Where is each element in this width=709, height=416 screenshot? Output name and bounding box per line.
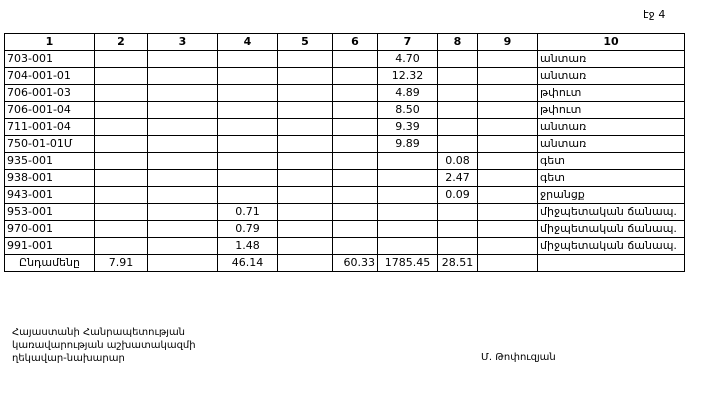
table-cell	[218, 102, 278, 119]
table-cell	[478, 119, 538, 136]
column-header: 6	[333, 34, 378, 51]
table-row	[5, 85, 685, 102]
land-type-cell: միջպետական ճանապ.	[538, 221, 685, 238]
table-cell	[438, 136, 478, 153]
table-cell: 4.89	[378, 85, 438, 102]
table-cell	[333, 51, 378, 68]
table-cell	[478, 187, 538, 204]
table-row	[5, 187, 685, 204]
column-header: 1	[5, 34, 95, 51]
totals-cell: 1785.45	[378, 255, 438, 272]
table-cell	[218, 187, 278, 204]
table-cell	[95, 119, 148, 136]
totals-cell	[148, 255, 218, 272]
table-cell	[378, 204, 438, 221]
table-cell	[478, 68, 538, 85]
parcel-code-cell: 991-001	[5, 238, 95, 255]
table-cell: 0.71	[218, 204, 278, 221]
table-row	[5, 119, 685, 136]
table-cell	[95, 187, 148, 204]
table-cell	[333, 85, 378, 102]
table-cell	[278, 102, 333, 119]
land-type-cell: գետ	[538, 153, 685, 170]
table-cell	[218, 170, 278, 187]
column-header: 7	[378, 34, 438, 51]
table-cell	[95, 85, 148, 102]
totals-cell	[538, 255, 685, 272]
table-cell	[438, 51, 478, 68]
table-cell: 9.39	[378, 119, 438, 136]
parcel-code-cell: 706-001-03	[5, 85, 95, 102]
table-cell	[148, 136, 218, 153]
totals-cell: 7.91	[95, 255, 148, 272]
signatory-name: Մ. Թոփուզյան	[481, 352, 556, 363]
table-cell	[95, 153, 148, 170]
table-cell	[95, 51, 148, 68]
table-cell	[148, 204, 218, 221]
table-cell	[148, 119, 218, 136]
table-cell: 0.79	[218, 221, 278, 238]
table-cell	[378, 187, 438, 204]
table-cell	[278, 153, 333, 170]
table-cell: 0.08	[438, 153, 478, 170]
table-cell	[478, 85, 538, 102]
table-cell	[438, 102, 478, 119]
table-cell: 4.70	[378, 51, 438, 68]
table-cell	[278, 204, 333, 221]
table-cell	[278, 221, 333, 238]
land-type-cell: անտառ	[538, 136, 685, 153]
totals-cell: 60.33	[333, 255, 378, 272]
table-cell	[378, 153, 438, 170]
table-cell	[148, 51, 218, 68]
table-cell	[95, 221, 148, 238]
table-cell: 1.48	[218, 238, 278, 255]
table-row	[5, 153, 685, 170]
land-type-cell: միջպետական ճանապ.	[538, 204, 685, 221]
table-cell	[438, 68, 478, 85]
table-row	[5, 221, 685, 238]
table-cell	[438, 238, 478, 255]
table-cell	[438, 119, 478, 136]
parcel-code-cell: 970-001	[5, 221, 95, 238]
parcel-code-cell: 703-001	[5, 51, 95, 68]
table-cell	[95, 136, 148, 153]
land-type-cell: անտառ	[538, 68, 685, 85]
totals-cell	[278, 255, 333, 272]
table-cell	[95, 204, 148, 221]
land-type-cell: անտառ	[538, 119, 685, 136]
column-header: 10	[538, 34, 685, 51]
column-header: 8	[438, 34, 478, 51]
table-row	[5, 68, 685, 85]
table-cell	[218, 85, 278, 102]
table-row	[5, 170, 685, 187]
column-header: 9	[478, 34, 538, 51]
parcel-code-cell: 935-001	[5, 153, 95, 170]
table-cell	[148, 102, 218, 119]
signatory-title-line: կառավարության աշխատակազմի	[12, 340, 196, 351]
table-cell	[333, 238, 378, 255]
totals-row	[5, 255, 685, 272]
parcel-code-cell: 706-001-04	[5, 102, 95, 119]
table-cell	[333, 102, 378, 119]
table-cell	[478, 51, 538, 68]
table-cell	[333, 68, 378, 85]
table-cell	[218, 153, 278, 170]
table-cell	[333, 170, 378, 187]
table-cell	[278, 187, 333, 204]
table-row	[5, 204, 685, 221]
table-cell: 9.89	[378, 136, 438, 153]
table-cell	[478, 204, 538, 221]
parcel-code-cell: 750-01-01Մ	[5, 136, 95, 153]
land-parcel-table	[4, 33, 685, 272]
table-cell	[478, 238, 538, 255]
table-cell	[278, 68, 333, 85]
table-cell	[438, 221, 478, 238]
table-cell	[333, 119, 378, 136]
parcel-code-cell: 953-001	[5, 204, 95, 221]
land-type-cell: միջպետական ճանապ.	[538, 238, 685, 255]
column-header: 3	[148, 34, 218, 51]
table-cell: 0.09	[438, 187, 478, 204]
table-cell	[95, 170, 148, 187]
table-cell	[95, 238, 148, 255]
table-cell	[333, 136, 378, 153]
table-cell	[218, 136, 278, 153]
signatory-title	[12, 326, 196, 365]
land-type-cell: գետ	[538, 170, 685, 187]
table-cell	[148, 187, 218, 204]
table-cell	[278, 51, 333, 68]
table-cell	[478, 153, 538, 170]
parcel-code-cell: 704-001-01	[5, 68, 95, 85]
column-header: 5	[278, 34, 333, 51]
table-cell	[378, 238, 438, 255]
column-header: 4	[218, 34, 278, 51]
totals-cell: 46.14	[218, 255, 278, 272]
table-body	[5, 51, 685, 255]
table-cell	[478, 221, 538, 238]
table-cell	[378, 221, 438, 238]
land-type-cell: անտառ	[538, 51, 685, 68]
table-cell	[438, 85, 478, 102]
land-type-cell: ջրանցք	[538, 187, 685, 204]
table-cell	[278, 170, 333, 187]
table-cell	[333, 187, 378, 204]
signatory-title-line: ղեկավար-նախարար	[12, 353, 125, 364]
parcel-code-cell: 938-001	[5, 170, 95, 187]
totals-label: Ընդամենը	[5, 255, 95, 272]
table-row	[5, 136, 685, 153]
land-type-cell: թփուտ	[538, 85, 685, 102]
table-cell	[95, 102, 148, 119]
table-cell: 2.47	[438, 170, 478, 187]
table-cell	[148, 221, 218, 238]
table-cell: 12.32	[378, 68, 438, 85]
table-cell	[278, 119, 333, 136]
table-cell	[148, 85, 218, 102]
table-cell	[478, 170, 538, 187]
table-cell	[95, 68, 148, 85]
parcel-code-cell: 943-001	[5, 187, 95, 204]
column-header: 2	[95, 34, 148, 51]
table-cell	[148, 170, 218, 187]
table-cell	[148, 68, 218, 85]
table-cell	[478, 102, 538, 119]
table-cell	[148, 238, 218, 255]
table-row	[5, 51, 685, 68]
table-cell	[218, 51, 278, 68]
table-cell: 8.50	[378, 102, 438, 119]
table-cell	[333, 204, 378, 221]
parcel-code-cell: 711-001-04	[5, 119, 95, 136]
table-cell	[478, 136, 538, 153]
table-cell	[438, 204, 478, 221]
totals-cell: 28.51	[438, 255, 478, 272]
totals-cell	[478, 255, 538, 272]
table-cell	[378, 170, 438, 187]
table-row	[5, 238, 685, 255]
table-cell	[278, 136, 333, 153]
land-type-cell: թփուտ	[538, 102, 685, 119]
table-cell	[278, 85, 333, 102]
table-cell	[218, 119, 278, 136]
table-cell	[148, 153, 218, 170]
table-header-row	[5, 34, 685, 51]
table-row	[5, 102, 685, 119]
page-number: էջ 4	[643, 8, 666, 21]
signatory-title-line: Հայաստանի Հանրապետության	[12, 327, 186, 338]
table-cell	[333, 153, 378, 170]
table-cell	[333, 221, 378, 238]
table-cell	[278, 238, 333, 255]
table-cell	[218, 68, 278, 85]
